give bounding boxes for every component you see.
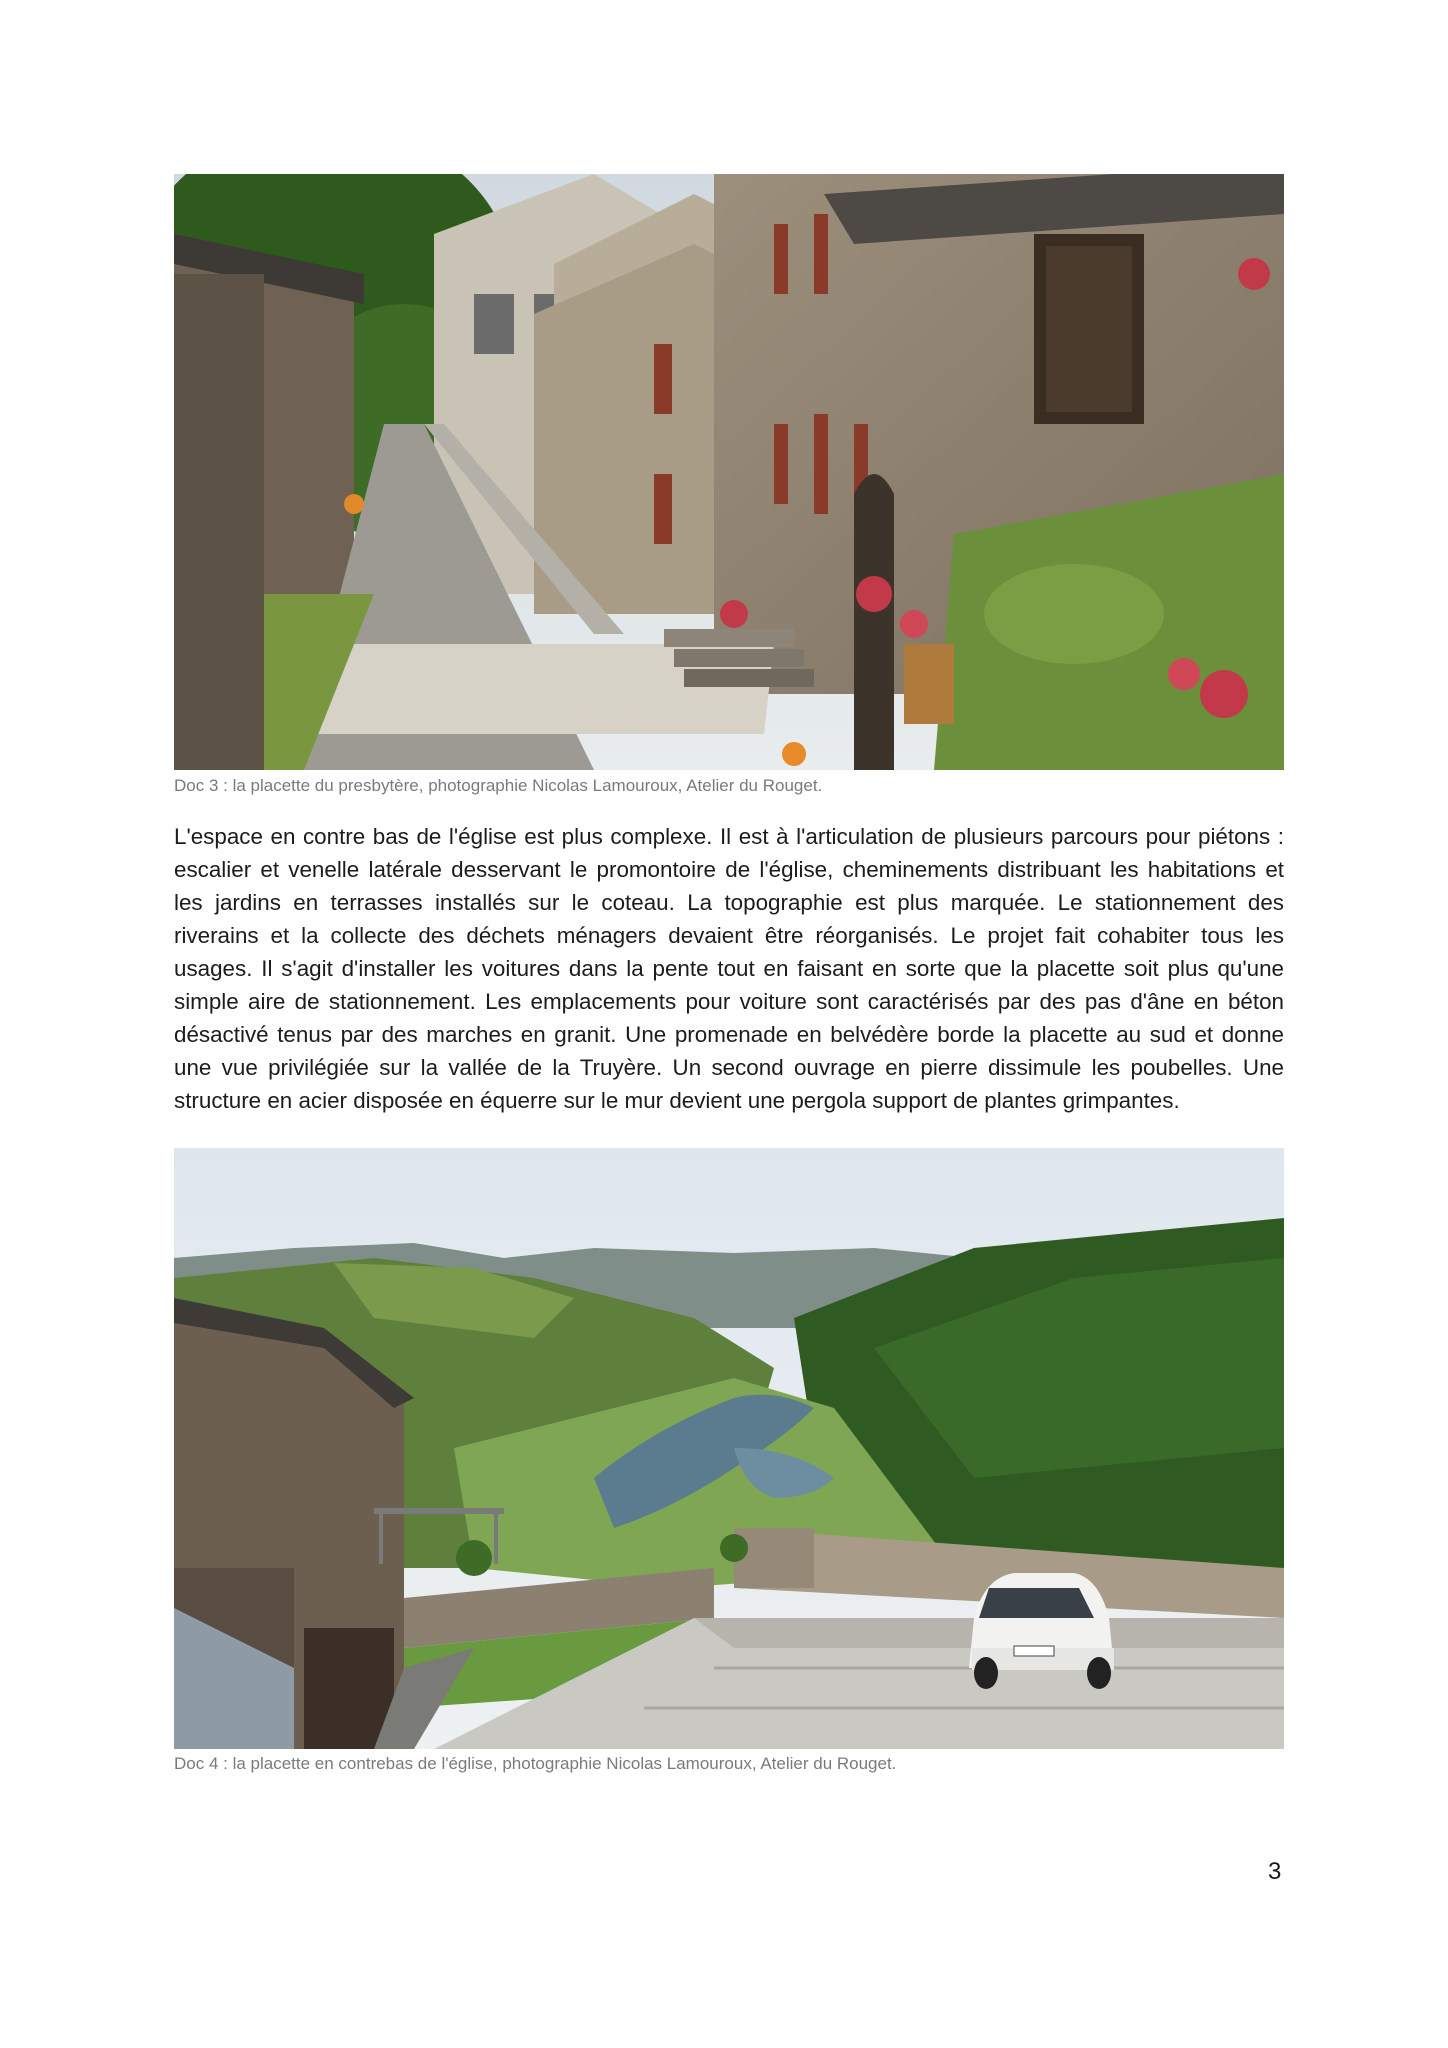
paragraph-line: riverains et la collecte des déchets ménagers devaient être réorganisés. Le projet fait cohabiter tous les bbox=[174, 923, 1284, 948]
photo-caption: Doc 3 : la placette du presbytère, photographie Nicolas Lamouroux, Atelier du Rouget. bbox=[174, 776, 823, 795]
paragraph-line: usages. Il s'agit d'installer les voitures dans la pente tout en faisant en sorte que la placette soit plus qu'une bbox=[174, 956, 1284, 981]
paragraph-line: simple aire de stationnement. Les emplacements pour voiture sont caractérisés par des pas d'âne en béton bbox=[174, 989, 1284, 1014]
paragraph-line: les jardins en terrasses installés sur le coteau. La topographie est plus marquée. Le stationnement des bbox=[174, 890, 1284, 915]
street-photo bbox=[174, 174, 1284, 770]
page-number: 3 bbox=[1268, 1858, 1282, 1885]
paragraph-line: structure en acier disposée en équerre sur le mur devient une pergola support de plantes grimpantes. bbox=[174, 1088, 1180, 1113]
street-photo-illustration bbox=[174, 174, 1284, 770]
photo-caption: Doc 4 : la placette en contrebas de l'église, photographie Nicolas Lamouroux, Atelier du Rouget. bbox=[174, 1754, 897, 1773]
body-paragraph bbox=[174, 820, 1284, 1117]
paragraph-line: une vue privilégiée sur la vallée de la Truyère. Un second ouvrage en pierre dissimule les poubelles. Une bbox=[174, 1055, 1284, 1080]
paragraph-line: désactivé tenus par des marches en granit. Une promenade en belvédère borde la placette au sud et donne bbox=[174, 1022, 1284, 1047]
paragraph-line: escalier et venelle latérale desservant le promontoire de l'église, cheminements distribuant les habitations et bbox=[174, 857, 1284, 882]
valley-photo-illustration bbox=[174, 1148, 1284, 1749]
paragraph-line: L'espace en contre bas de l'église est plus complexe. Il est à l'articulation de plusieurs parcours pour piétons : bbox=[174, 824, 1284, 849]
valley-photo bbox=[174, 1148, 1284, 1749]
